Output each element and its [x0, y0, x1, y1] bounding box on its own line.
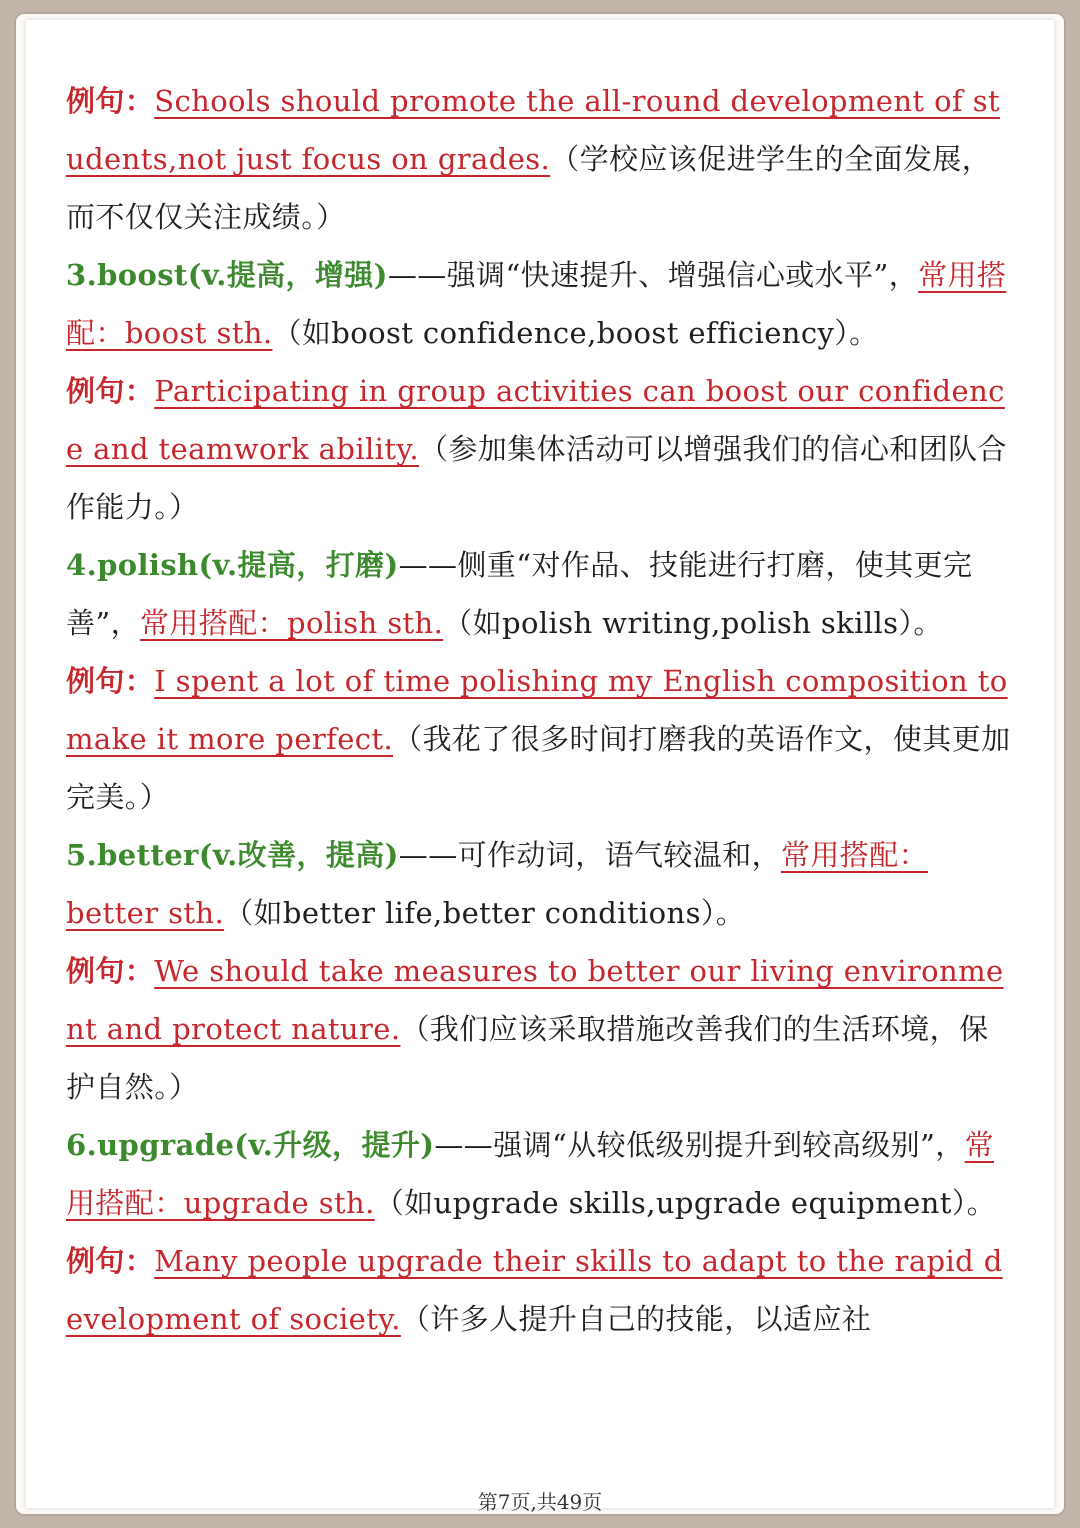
- word-description: ——侧重“对作品、技能进行打磨，使其更完善”，: [66, 548, 973, 640]
- example-english: Many people upgrade their skills to adapt to the rapid development of society.: [66, 1244, 1003, 1336]
- collocation-label: 常用搭配：: [781, 838, 929, 872]
- collocation-examples: （如boost confidence,boost efficiency）。: [272, 316, 879, 350]
- word-heading: 3.boost(v.提高，增强): [66, 258, 388, 292]
- example-english: Participating in group activities can boost our confidence and teamwork ability.: [66, 374, 1005, 466]
- word-description: ——强调“快速提升、增强信心或水平”，: [387, 258, 919, 292]
- word-description: ——强调“从较低级别提升到较高级别”，: [434, 1128, 965, 1162]
- example-label: 例句：: [66, 84, 155, 118]
- word-entry-polish: [66, 536, 1014, 652]
- page-number: 第7页,共49页: [477, 1490, 603, 1514]
- collocation-phrase: better sth.: [66, 896, 225, 930]
- example-english: I spent a lot of time polishing my English composition to make it more perfect.: [66, 664, 1008, 756]
- example-translation: （许多人提升自己的技能，以适应社: [400, 1302, 872, 1336]
- collocation: [140, 606, 443, 640]
- example-sentence-polish: [66, 652, 1014, 826]
- word-description: ——可作动词，语气较温和，: [398, 838, 781, 872]
- word-entry-upgrade: [66, 1116, 1014, 1232]
- example-english: Schools should promote the all-round development of students,not just focus on grades.: [66, 84, 1001, 176]
- example-sentence-upgrade: [66, 1232, 1014, 1348]
- example-label: 例句：: [66, 1244, 155, 1278]
- document-content: [66, 72, 1014, 1348]
- collocation-label: 常用搭配：: [66, 1128, 995, 1220]
- collocation-examples: （如upgrade skills,upgrade equipment）。: [374, 1186, 997, 1220]
- collocation-phrase: boost sth.: [124, 316, 273, 350]
- example-label: 例句：: [66, 954, 155, 988]
- example-label: 例句：: [66, 374, 155, 408]
- document-page: [26, 20, 1054, 1514]
- example-translation: （我们应该采取措施改善我们的生活环境，保护自然。）: [66, 1012, 989, 1104]
- word-heading: 5.better(v.改善，提高): [66, 838, 399, 872]
- example-sentence-better: [66, 942, 1014, 1116]
- collocation-phrase: upgrade sth.: [183, 1186, 375, 1220]
- collocation-phrase: polish sth.: [287, 606, 444, 640]
- example-translation: （参加集体活动可以增强我们的信心和团队合作能力。）: [66, 432, 1007, 524]
- word-entry-boost: [66, 246, 1014, 362]
- collocation-examples: （如polish writing,polish skills）。: [443, 606, 943, 640]
- word-heading: 6.upgrade(v.升级，提升): [66, 1128, 435, 1162]
- example-sentence-1: [66, 72, 1014, 246]
- example-translation: （学校应该促进学生的全面发展，而不仅仅关注成绩。）: [66, 142, 992, 234]
- example-sentence-boost: [66, 362, 1014, 536]
- word-entry-better: [66, 826, 1014, 942]
- collocation-label: 常用搭配：: [140, 606, 288, 640]
- example-translation: （我花了很多时间打磨我的英语作文，使其更加完美。）: [66, 722, 1011, 814]
- word-heading: 4.polish(v.提高，打磨): [66, 548, 399, 582]
- example-english: We should take measures to better our living environment and protect nature.: [66, 954, 1004, 1046]
- collocation-label: 常用搭配：: [66, 258, 1007, 350]
- example-label: 例句：: [66, 664, 155, 698]
- collocation-examples: （如better life,better conditions）。: [224, 896, 746, 930]
